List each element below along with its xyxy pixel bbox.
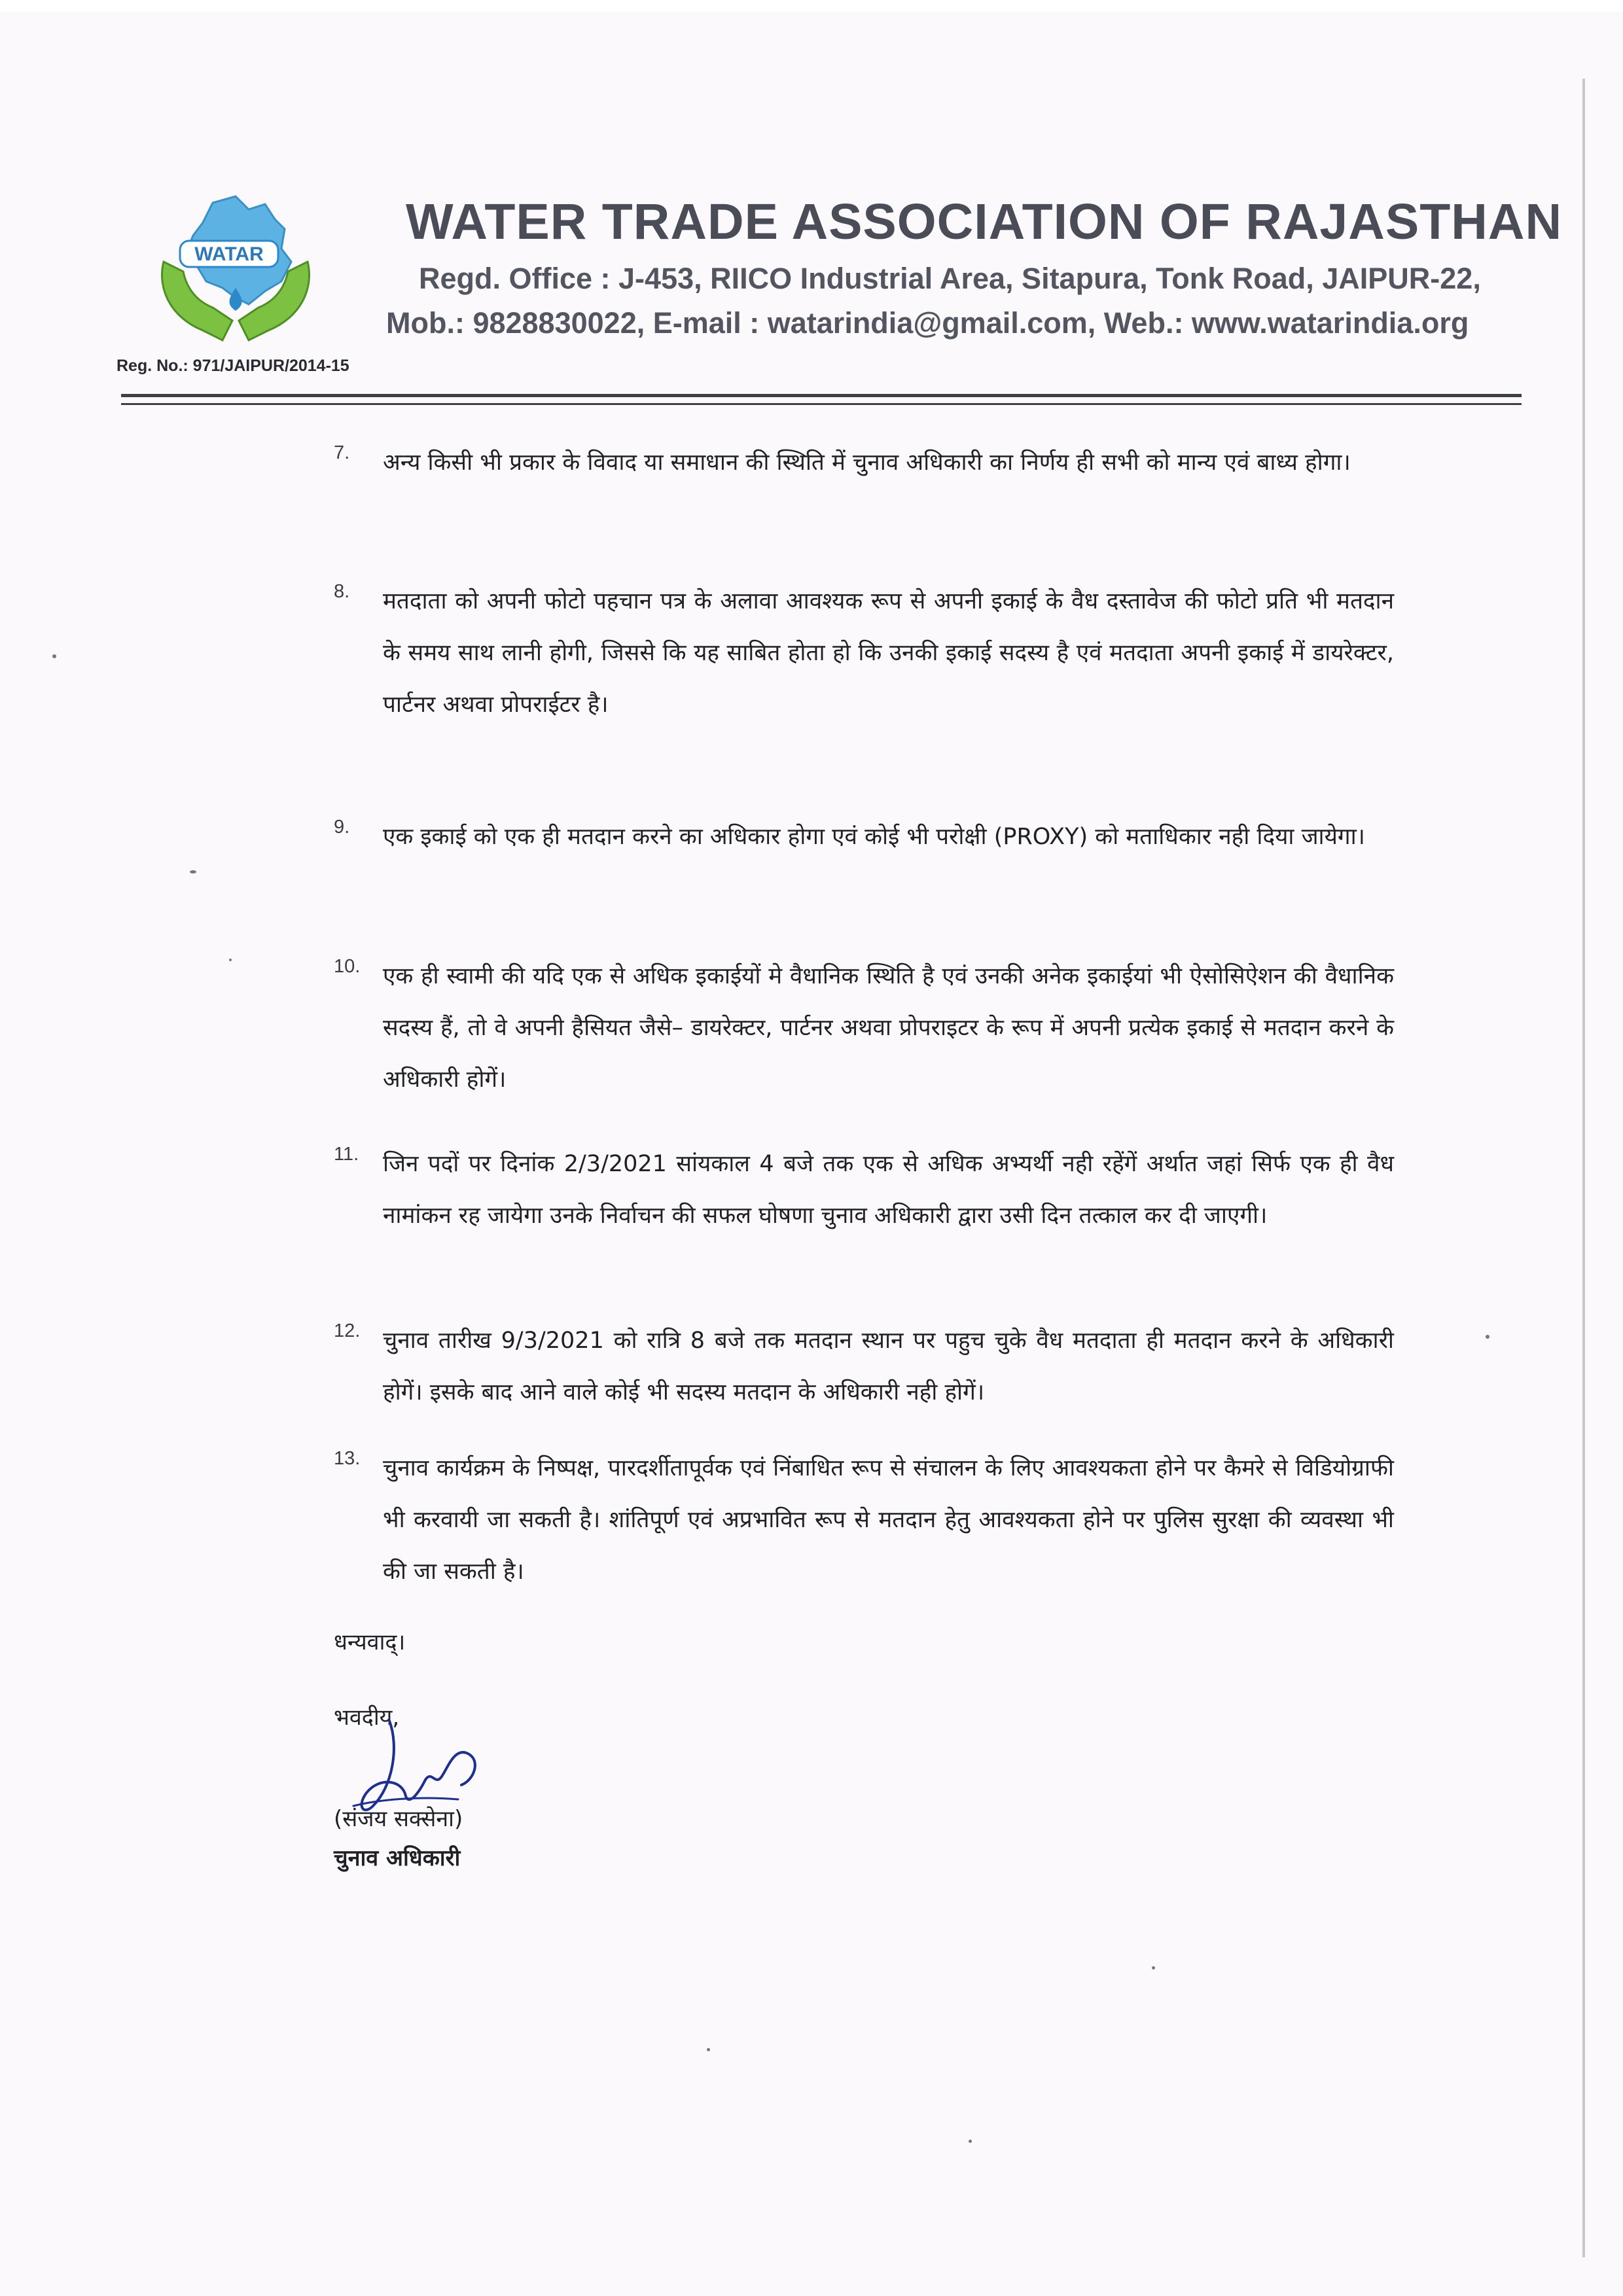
clause-text: मतदाता को अपनी फोटो पहचान पत्र के अलावा आवश्यक रूप से अपनी इकाई के वैध दस्तावेज की फोटो प्रति भी मतदान के समय साथ लानी होगी, जिससे कि यह साबित होता हो कि उनकी इकाई सदस्य है एवं मतदाता अपनी इकाई में डायरेक्टर, पार्टनर अथवा प्रोपराईटर है। xyxy=(383,588,1394,718)
signatory-role: चुनाव अधिकारी xyxy=(334,1845,461,1871)
scan-speck xyxy=(190,870,196,874)
clause-number: 12. xyxy=(334,1320,361,1341)
scan-speck xyxy=(707,2048,710,2051)
closing-thanks: धन्यवाद्। xyxy=(334,1629,406,1655)
association-logo xyxy=(151,190,321,366)
scan-speck xyxy=(1152,1966,1155,1969)
clause-text: अन्य किसी भी प्रकार के विवाद या समाधान की स्थिति में चुनाव अधिकारी का निर्णय ही सभी को मान्य एवं बाध्य होगा। xyxy=(383,450,1351,476)
contact-line: Mob.: 9828830022, E-mail : watarindia@gmail.com, Web.: www.watarindia.org xyxy=(386,306,1469,340)
registration-number: Reg. No.: 971/JAIPUR/2014-15 xyxy=(116,357,349,375)
scan-speck xyxy=(52,654,56,658)
clause-number: 11. xyxy=(334,1144,359,1165)
scan-speck xyxy=(229,959,232,961)
clause-text: चुनाव तारीख 9/3/2021 को रात्रि 8 बजे तक मतदान स्थान पर पहुच चुके वैध मतदाता ही मतदान करने के अधिकारी होगें। इसके बाद आने वाले कोई भी सदस्य मतदान के अधिकारी नही होगें। xyxy=(383,1328,1394,1405)
clause-text: जिन पदों पर दिनांक 2/3/2021 सांयकाल 4 बजे तक एक से अधिक अभ्यर्थी नही रहेंगें अर्थात जहां सिर्फ एक ही वैध नामांकन रह जायेगा उनके निर्वाचन की सफल घोषणा चुनाव अधिकारी द्वारा उसी दिन तत्काल कर दी जाएगी। xyxy=(383,1151,1394,1229)
header-divider-thick xyxy=(121,394,1522,397)
scan-speck xyxy=(1486,1335,1489,1339)
clause-text: एक ही स्वामी की यदि एक से अधिक इकाईयों मे वैधानिक स्थिति है एवं उनकी अनेक इकाईयां भी ऐसोसिऐशन की वैधानिक सदस्य हैं, तो वे अपनी हैसियत जैसे– डायरेक्टर, पार्टनर अथवा प्रोपराइटर के रूप में अपनी प्रत्येक इकाई से मतदान करने के अधिकारी होगें। xyxy=(383,963,1394,1093)
clause-number: 9. xyxy=(334,817,350,838)
office-address: Regd. Office : J-453, RIICO Industrial Area, Sitapura, Tonk Road, JAIPUR-22, xyxy=(419,262,1481,295)
clause-number: 10. xyxy=(334,956,361,977)
clause-text: एक इकाई को एक ही मतदान करने का अधिकार होगा एवं कोई भी परोक्षी (PROXY) को मताधिकार नही दिया जायेगा। xyxy=(383,824,1365,850)
header-divider-thin xyxy=(121,403,1522,405)
scan-top-margin xyxy=(0,0,1623,12)
scan-edge-line xyxy=(1582,79,1585,2257)
organization-name: WATER TRADE ASSOCIATION OF RAJASTHAN xyxy=(406,194,1563,250)
signatory-name: (संजय सक्सेना) xyxy=(334,1806,463,1832)
closing-salutation: भवदीय, xyxy=(334,1704,400,1731)
clause-number: 7. xyxy=(334,442,350,463)
svg-text:WATAR: WATAR xyxy=(194,243,264,265)
clause-number: 8. xyxy=(334,581,350,602)
clause-text: चुनाव कार्यक्रम के निष्पक्ष, पारदर्शीतापूर्वक एवं निंबाधित रूप से संचालन के लिए आवश्यकता होने पर कैमरे से विडियोग्राफी भी करवायी जा सकती है। शांतिपूर्ण एवं अप्रभावित रूप से मतदान हेतु आवश्यकता होने पर पुलिस सुरक्षा की व्यवस्था भी की जा सकती है। xyxy=(383,1455,1394,1585)
clause-number: 13. xyxy=(334,1448,361,1469)
scan-speck xyxy=(969,2140,972,2143)
